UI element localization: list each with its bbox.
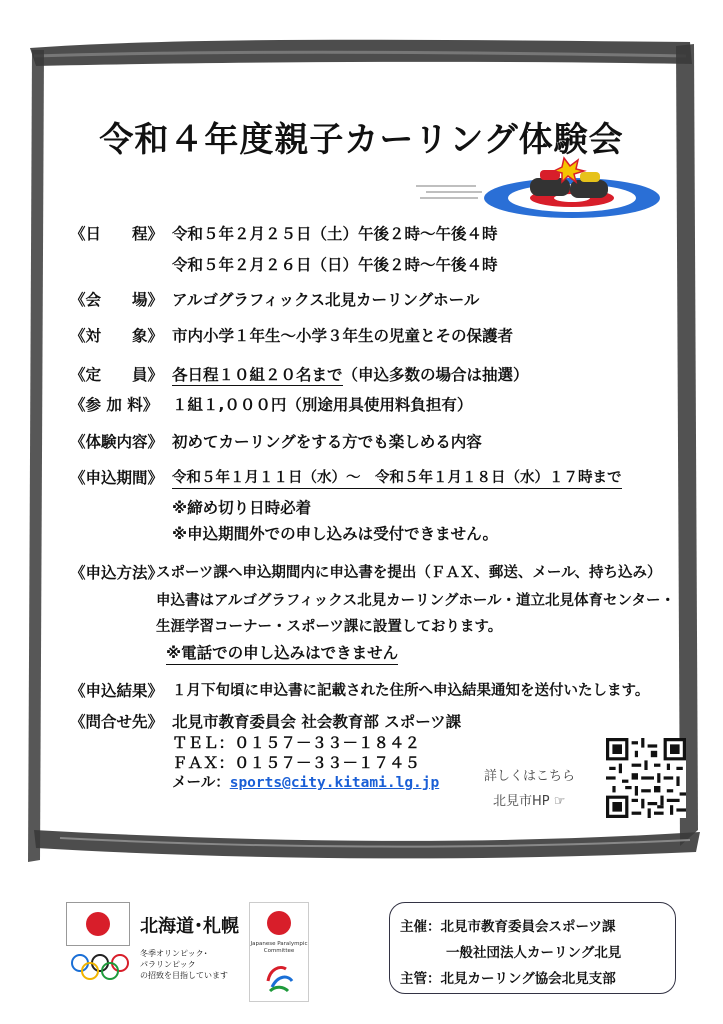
target-label: 《対 象》	[70, 327, 164, 345]
target-value: 市内小学１年生～小学３年生の児童とその保護者	[172, 327, 514, 345]
bid-text-2: パラリンピック	[140, 960, 196, 969]
agitos-icon	[262, 961, 296, 995]
schedule-line-2: 令和５年２月２６日（日）午後２時～午後４時	[172, 256, 498, 274]
venue-value: アルゴグラフィックス北見カーリングホール	[172, 291, 480, 309]
more-info-text: 詳しくはこちら	[484, 769, 576, 784]
period-label: 《申込期間》	[70, 469, 164, 487]
organizer-box	[389, 902, 676, 994]
jpc-text-2: Committee	[263, 948, 295, 954]
result-label: 《申込結果》	[70, 682, 164, 700]
bid-text-3: の招致を目指しています	[140, 971, 228, 980]
olympic-bid-logos	[66, 902, 316, 1002]
method-note: ※電話での申し込みはできません	[166, 641, 398, 665]
method-line-1: スポーツ課へ申込期間内に申込書を提出（ＦＡＸ、郵送、メール、持ち込み）	[156, 565, 662, 581]
fee-label: 《参 加 料》	[70, 396, 159, 414]
qr-code[interactable]	[606, 738, 686, 818]
content-value: 初めてカーリングをする方でも楽しめる内容	[172, 433, 482, 451]
period-note-1: ※締め切り日時必着	[172, 499, 312, 517]
jpc-flag-icon	[261, 907, 297, 939]
period-value: 令和５年１月１１日（水）～ 令和５年１月１８日（水）１７時まで	[172, 466, 622, 489]
contact-mail-link[interactable]: sports@city.kitami.lg.jp	[229, 775, 440, 791]
method-line-2: 申込書はアルゴグラフィックス北見カーリングホール・道立北見体育センター・	[156, 593, 675, 609]
japan-flag-icon	[66, 902, 130, 946]
region-name: 北海道･札幌	[140, 916, 239, 937]
organizer-line-3: 主管：北見カーリング協会北見支部	[400, 971, 616, 987]
page-title: 令和４年度親子カーリング体験会	[99, 120, 624, 160]
venue-label: 《会 場》	[70, 291, 164, 309]
capacity-value	[172, 363, 529, 385]
method-line-3: 生涯学習コーナー・スポーツ課に設置しております。	[156, 619, 503, 635]
contact-fax: ＦＡＸ：０１５７－３３－１７４５	[172, 754, 421, 772]
organizer-line-2: 一般社団法人カーリング北見	[446, 945, 622, 961]
curling-stones-illustration	[412, 154, 660, 220]
contact-mail-label: メール：	[172, 775, 230, 791]
fee-value: １組１,０００円（別途用具使用料負担有）	[172, 396, 473, 414]
olympic-rings-icon	[68, 952, 132, 982]
bid-text-1: 冬季オリンピック･	[140, 949, 208, 958]
content-label: 《体験内容》	[70, 433, 164, 451]
jpc-logo	[249, 902, 309, 1002]
city-hp-text: 北見市HP ☞	[493, 794, 566, 809]
period-note-2: ※申込期間外での申し込みは受付できません。	[172, 525, 499, 543]
method-label: 《申込方法》	[70, 564, 164, 582]
contact-label: 《問合せ先》	[70, 713, 164, 731]
capacity-highlight: 各日程１０組２０名まで	[172, 366, 343, 384]
schedule-line-1: 令和５年２月２５日（土）午後２時～午後４時	[172, 225, 498, 243]
schedule-label: 《日 程》	[70, 225, 164, 243]
capacity-label: 《定 員》	[70, 366, 164, 384]
organizer-line-1: 主催：北見市教育委員会スポーツ課	[400, 919, 616, 935]
capacity-note: （申込多数の場合は抽選）	[342, 366, 529, 384]
contact-org: 北見市教育委員会 社会教育部 スポーツ課	[172, 713, 462, 731]
result-value: １月下旬頃に申込書に記載された住所へ申込結果通知を送付いたします。	[172, 683, 650, 699]
jpc-text-1: Japanese Paralympic	[250, 941, 308, 947]
contact-tel: ＴＥＬ：０１５７－３３－１８４２	[172, 734, 421, 752]
